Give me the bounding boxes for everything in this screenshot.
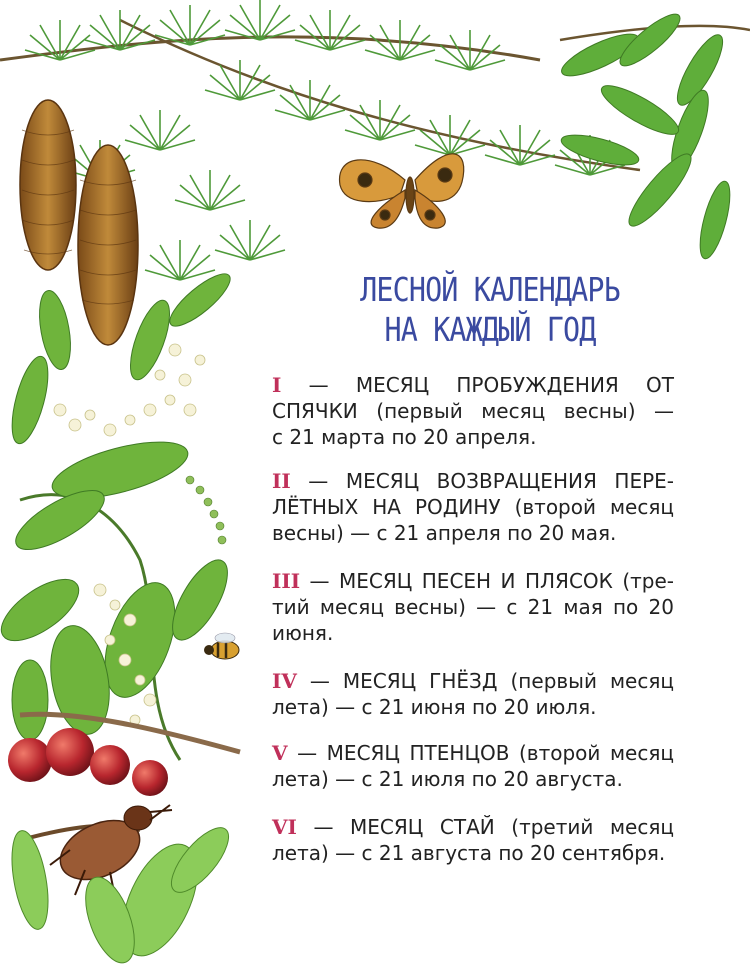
roman-numeral: IV <box>272 669 297 693</box>
calendar-entry <box>272 740 674 792</box>
entry-text: лета) — с 21 июля по 20 августа. <box>272 767 623 791</box>
page-title <box>327 270 654 350</box>
bee-illustration <box>204 633 239 659</box>
roman-numeral: III <box>272 569 301 593</box>
calendar-entry <box>272 468 674 546</box>
entry-text: — МЕСЯЦ ГНЁЗД (первый месяц <box>309 669 674 693</box>
entry-text: ЛЁТНЫХ НА РОДИНУ (второй месяц <box>272 495 674 519</box>
entry-text: лета) — с 21 июня по 20 июля. <box>272 695 597 719</box>
entry-text: весны) — с 21 апреля по 20 мая. <box>272 521 617 545</box>
calendar-entry <box>272 814 674 866</box>
entry-text: тий месяц весны) — с 21 мая по 20 <box>272 595 674 619</box>
calendar-entry <box>272 372 674 450</box>
ash-leaves-right <box>557 7 750 261</box>
entry-text: СПЯЧКИ (первый месяц весны) — <box>272 399 674 423</box>
entry-text: — МЕСЯЦ ПЕСЕН И ПЛЯСОК (тре- <box>309 569 674 593</box>
entry-text: — МЕСЯЦ ПТЕНЦОВ (второй месяц <box>297 741 675 765</box>
roman-numeral: II <box>272 469 291 493</box>
calendar-entry <box>272 568 674 646</box>
entry-text: лета) — с 21 августа по 20 сентября. <box>272 841 666 865</box>
entry-text: июня. <box>272 621 334 645</box>
butterfly-illustration <box>340 154 464 228</box>
roman-numeral: VI <box>272 815 297 839</box>
entry-text: — МЕСЯЦ СТАЙ (третий месяц <box>313 815 674 839</box>
entry-text: с 21 марта по 20 апреля. <box>272 425 537 449</box>
flowering-stem-left <box>0 266 238 760</box>
entry-text: — МЕСЯЦ ВОЗВРАЩЕНИЯ ПЕРЕ- <box>308 469 674 493</box>
pine-cones <box>20 100 138 345</box>
title-line-2: НА КАЖДЫЙ ГОД <box>384 310 596 349</box>
entry-text: — МЕСЯЦ ПРОБУЖДЕНИЯ ОТ <box>308 373 675 397</box>
calendar-entry <box>272 668 674 720</box>
roman-numeral: V <box>272 741 288 765</box>
roman-numeral: I <box>272 373 282 397</box>
title-line-1: ЛЕСНОЙ КАЛЕНДАРЬ <box>360 270 620 309</box>
